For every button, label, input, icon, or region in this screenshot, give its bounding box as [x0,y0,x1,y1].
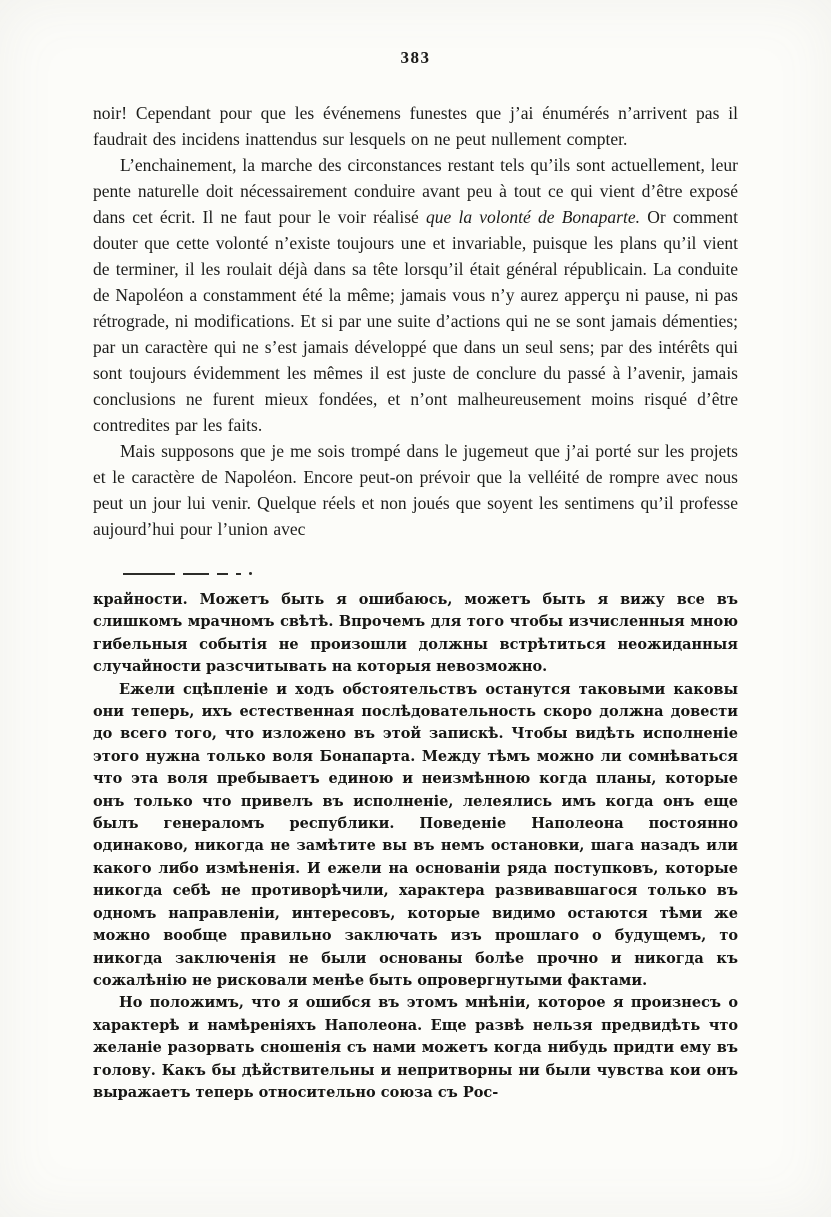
paragraph [93,589,738,679]
text-segment: крайности. Можетъ быть я ошибаюсь, можетъ быть я вижу все въ слишкомъ мрачномъ свѣтѣ. Впрочемъ для того чтобы изчисленныя мною гибельныя событія не произошли должны встрѣтиться неожиданныя случайности разсчитывать на которыя невозможно. [93,591,738,676]
text-segment: Но положимъ, что я ошибся въ этомъ мнѣніи, которое я произнесъ о характерѣ и намѣреніяхъ Наполеона. Еще развѣ нельзя предвидѣть что желаніе разорвать сношенія съ нами можетъ когда нибудь придти ему въ голову. Какъ бы дѣйствительны и непритворны ни были чувства кои онъ выражаетъ теперь относительно союза съ Рос- [93,994,738,1101]
text-segment: Mais supposons que je me sois trompé dans le jugemeut que j’ai porté sur les projets et le caractère de Napoléon. Encore peut-on prévoir que la velléité de rompre avec nous peut un jour lui venir. Quelque réels et non joués que soyent les sentimens qu’il professe aujourd’hui pour l’union avec [93,441,738,539]
paragraph [93,100,738,152]
text-segment: Ежели сцѣпленіе и ходъ обстоятельствъ останутся таковыми каковы они теперь, ихъ естественная послѣдовательность скоро должна довести до всего того, что изложено въ этой запискѣ. Чтобы видѣть исполненіе этого нужна только воля Бонапарта. Между тѣмъ можно ли сомнѣваться что эта воля пребываетъ единою и неизмѣнною когда планы, которые онъ только что привелъ въ исполненіе, лелеялись имъ когда онъ еще былъ генераломъ республики. Поведеніе Наполеона постоянно одинаково, никогда не замѣтите вы въ немъ остановки, шага назадъ или какого либо измѣненія. И ежели на основаніи ряда поступковъ, которые никогда себѣ не противорѣчили, характера развивавшагося только въ одномъ направленіи, интересовъ, которые видимо остаются тѣми же можно вообще правильно заключать изъ прошлаго о будущемъ, то никогда заключенія не были основаны болѣе прочно и никогда къ сожалѣнію не рисковали менѣе быть опровергнутыми фактами. [93,680,738,989]
separator-dash [217,573,228,575]
footnote-separator [123,572,738,575]
separator-dash [183,573,209,575]
separator-dash [123,573,175,575]
text-segment: noir! Cependant pour que les événemens funestes que j’ai énumérés n’arrivent pas il faudrait des incidens inattendus sur lesquels on ne peut nullement compter. [93,103,738,149]
russian-footnote-block [93,589,738,1104]
paragraph [93,679,738,993]
french-text-block [93,100,738,542]
paragraph [93,438,738,542]
paragraph [93,152,738,438]
page-number: 383 [400,48,431,67]
italic-text-segment: que la volonté de Bonaparte. [425,207,640,227]
text-segment: Or comment douter que cette volonté n’existe toujours une et invariable, puisque les plans qu’il vient de terminer, il les roulait déjà dans sa tête lorsqu’il était général républicain. La conduite de Napoléon a constamment été la même; jamais vous n’y aurez apperçu ni pause, ni pas rétrograde, ni modifications. Et si par une suite d’actions qui ne se sont jamais démenties; par un caractère qui ne s’est jamais développé que dans un seul sens; par des intérêts qui sont toujours évidemment les mêmes il est juste de conclure du passé à l’avenir, jamais conclusions ne furent mieux fondées, et n’ont malheureusement moins risqué d’être contredites par les faits. [93,207,738,435]
text-segment: L’enchainement, la marche des circonstances restant tels qu’ils sont actuellement, leur pente naturelle doit nécessairement conduire avant peu à tout ce qui vient d’être exposé dans cet écrit. Il ne faut pour le voir réalisé [93,155,738,227]
paragraph [93,992,738,1104]
separator-dot [249,572,252,575]
separator-dash [236,573,241,575]
